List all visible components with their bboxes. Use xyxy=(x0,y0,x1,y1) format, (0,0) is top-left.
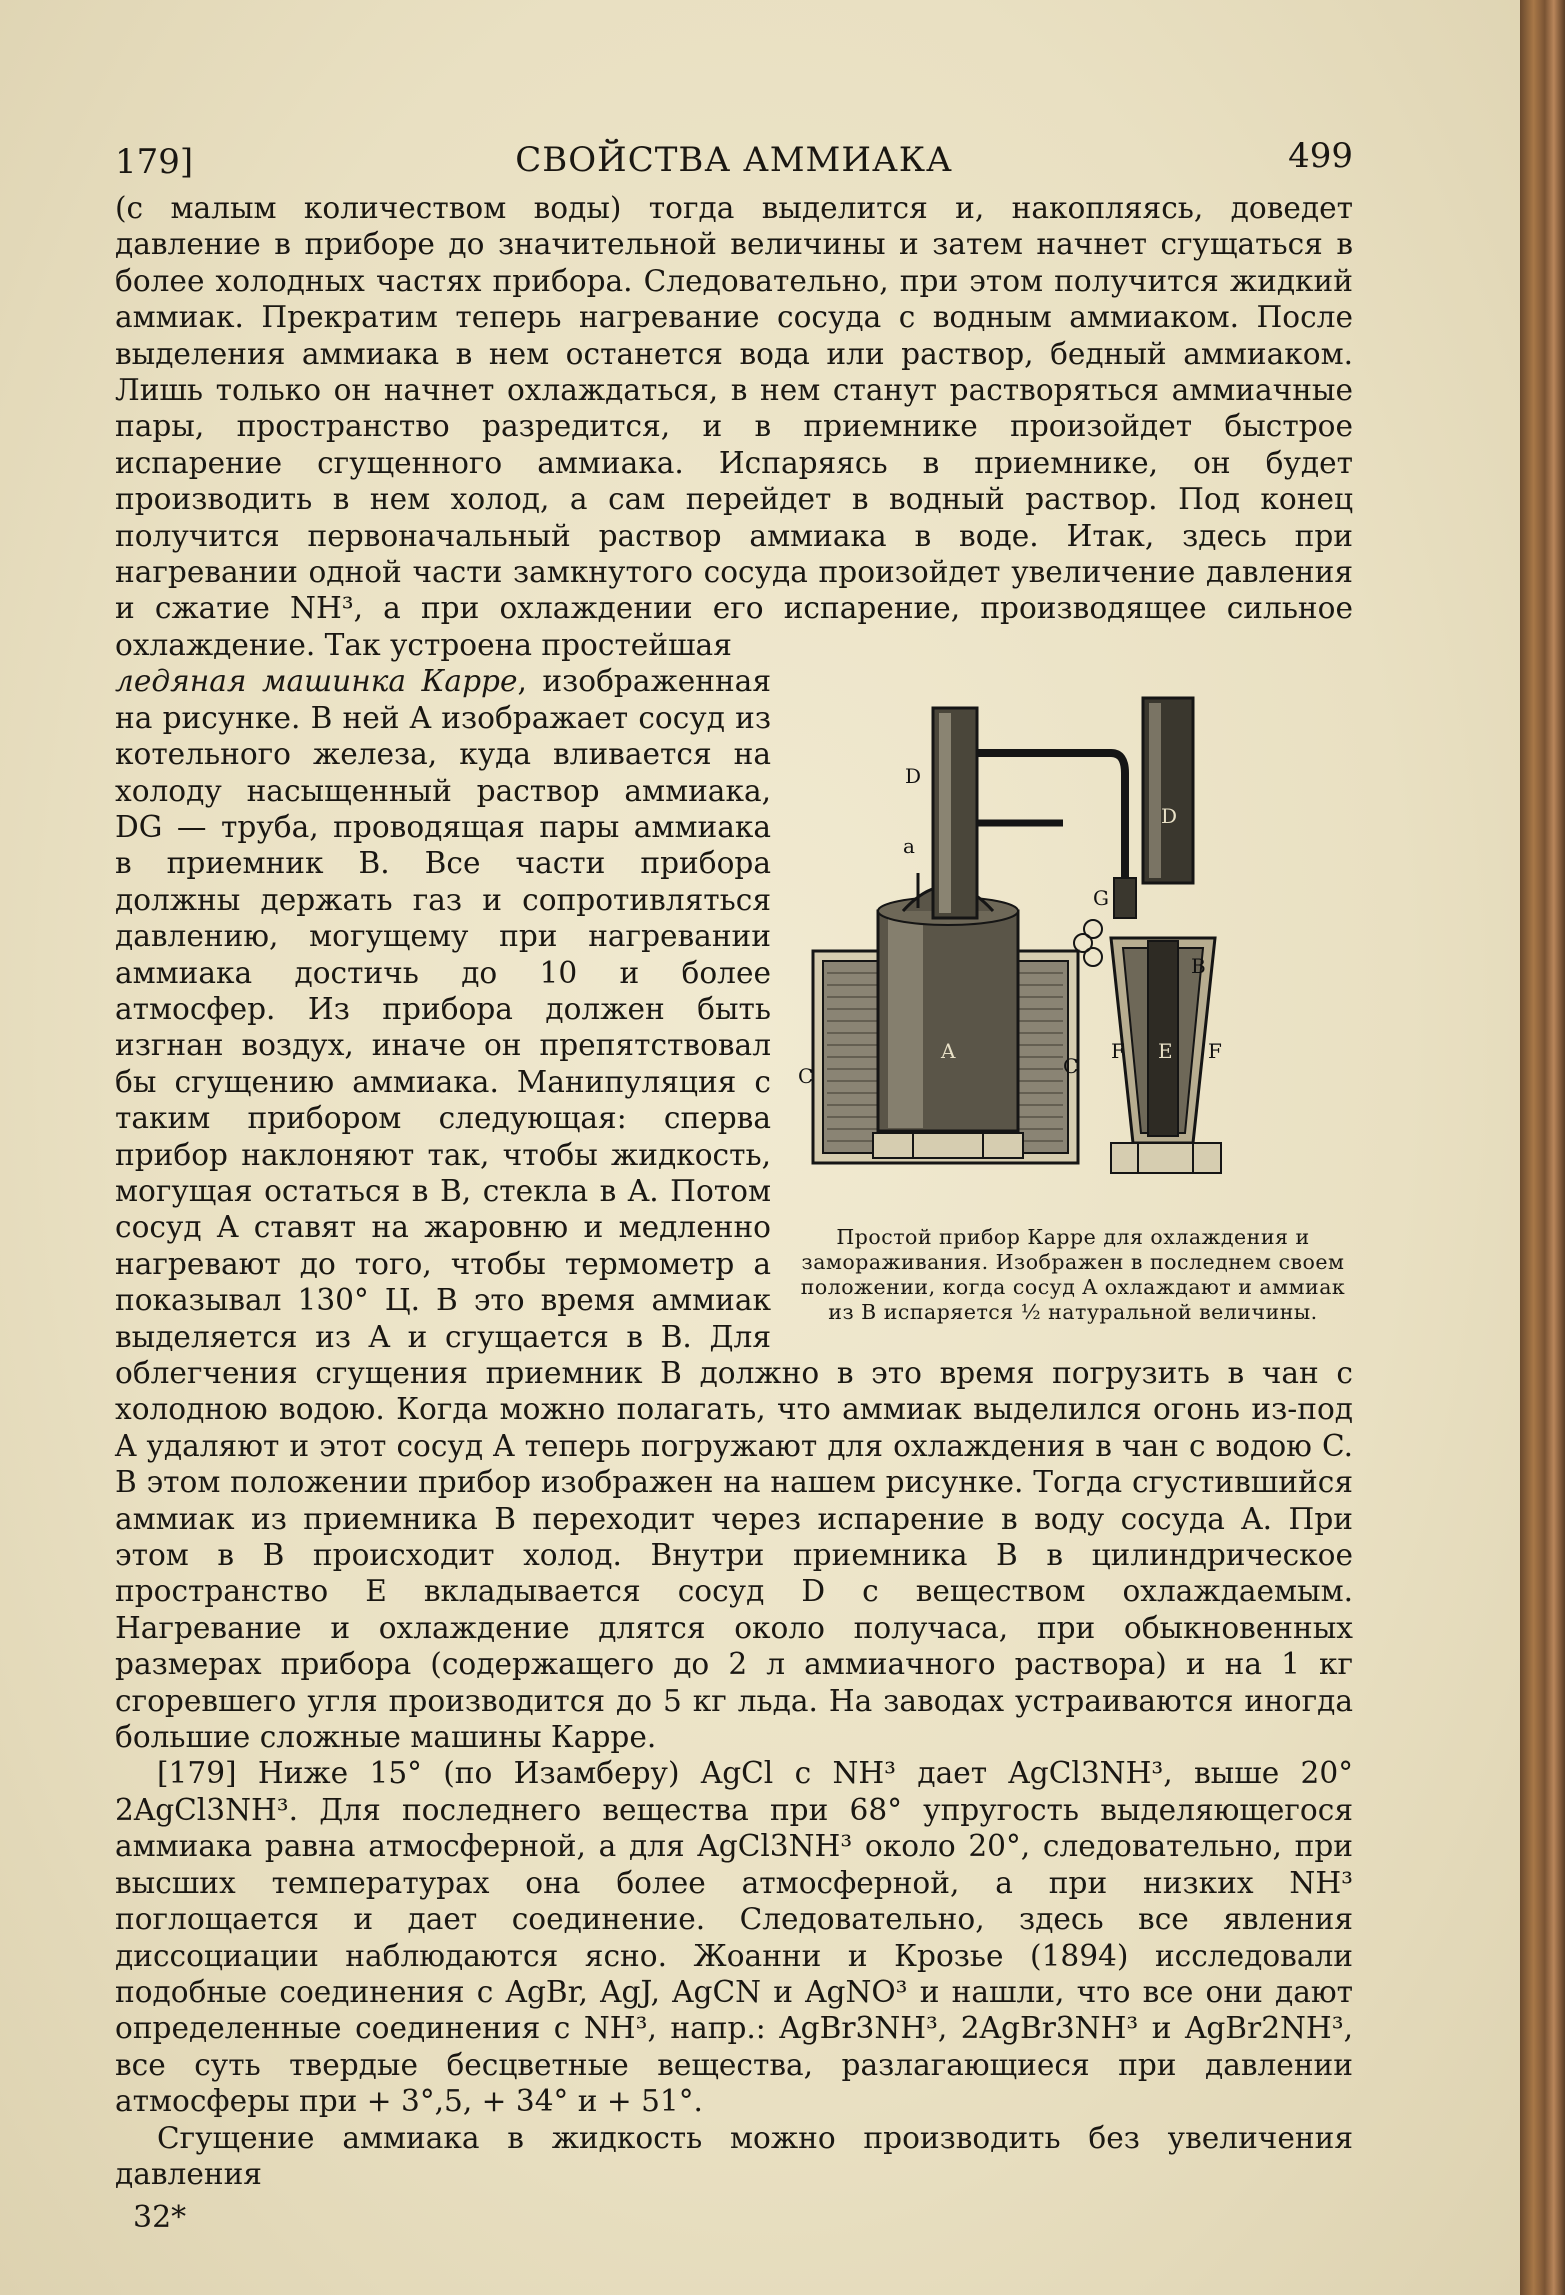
label-D-left: D xyxy=(905,764,922,789)
paragraph-main-part2: , изображенная на рисунке. В ней A изображает сосуд из котельного железа, куда вливается на холоду насыщенный раствор аммиака, DG — труба, проводящая пары аммиака в приемник B. Все части прибора должны держать газ и сопротивляться давлению, могущему при нагревании аммиака достичь до 10 и более атмосфер. Из прибора должен быть изгнан воздух, иначе он препятствовал бы сгущению аммиака. Манипуляция с таким прибором следующая: сперва прибор наклоняют так, чтобы жидкость, могущая остаться в B, стекла в A. Потом сосуд A ставят на жаровню и медленно нагревают до того, чтобы термометр a показывал 130° Ц. В это время аммиак выделяется из A и сгущается в B. Для облегчения сгущения приемник B должно в это время погрузить в чан с холодною водою. Когда можно полагать, что аммиак выделился огонь из-под A удаляют и этот сосуд A теперь погружают для охлаждения в чан с водою C. В этом положении прибор изображен на нашем рисунке. Тогда сгустившийся аммиак из приемника B переходит через испарение в воду сосуда A. При этом в B происходит холод. Внутри приемника B в цилиндрическое пространство E вкладывается сосуд D с веществом охлаждаемым. Нагревание и охлаждение длятся около получаса, при обыкновенных размерах прибора (содержащего до 2 л аммиачного раствора) и на 1 кг сгоревшего угля производится до 5 кг льда. На заводах устраиваются иногда большие сложные машины Карре. xyxy=(115,664,1353,1755)
label-vessel-A: A xyxy=(941,1039,956,1064)
paragraph-last: Сгущение аммиака в жидкость можно производить без увеличения давления xyxy=(115,2120,1353,2191)
figure-caption: Простой прибор Карре для охлаждения и замораживания. Изображен в последнем своем положении, когда сосуд A охлаждают и аммиак из B испаряется ½ натуральной величины. xyxy=(800,1225,1346,1325)
italic-term: ледяная машинка Карре xyxy=(115,664,518,699)
label-space-E: E xyxy=(1158,1039,1173,1064)
label-receiver-B: B xyxy=(1191,954,1206,979)
book-spine xyxy=(1520,0,1565,2295)
paragraph-main xyxy=(115,190,1353,663)
section-number: 179] xyxy=(115,142,194,182)
label-thermometer-a: a xyxy=(903,834,915,859)
label-C-right: C xyxy=(1063,1054,1079,1079)
page-number: 499 xyxy=(1288,136,1353,176)
label-joint-G: G xyxy=(1093,886,1109,911)
paragraph-main-part1: (с малым количеством воды) тогда выделится и, накопляясь, доведет давление в приборе до значительной величины и затем начнет сгущаться в более холодных частях прибора. Следовательно, при этом получится жидкий аммиак. Прекратим теперь нагревание сосуда с водным аммиаком. После выделения аммиака в нем останется вода или раствор, бедный аммиаком. Лишь только он начнет охлаждаться, в нем станут растворяться аммиачные пары, пространство разредится, и в приемнике произойдет быстрое испарение сгущенного аммиака. Испаряясь в приемнике, он будет производить в нем холод, а сам перейдет в водный раствор. Под конец получится первоначальный раствор аммиака в воде. Итак, здесь при нагревании одной части замкнутого сосуда произойдет увеличение давления и сжатие NH³, а при охлаждении его испарение, производящее сильное охлаждение. Так устроена простейшая xyxy=(115,191,1353,662)
label-F-left: F xyxy=(1111,1039,1125,1064)
paragraph-note-179: [179] Ниже 15° (по Изамберу) AgCl с NH³ дает AgCl3NH³, выше 20° 2AgCl3NH³. Для последнего вещества при 68° упругость выделяющегося аммиака равна атмосферной, а для AgCl3NH³ около 20°, следовательно, при высших температурах она более атмосферной, а при низких NH³ поглощается и дает соединение. Следовательно, здесь все явления диссоциации наблюдаются ясно. Жоанни и Крозье (1894) исследовали подобные соединения с AgBr, AgJ, AgCN и AgNO³ и нашли, что все они дают определенные соединения с NH³, напр.: AgBr3NH³, 2AgBr3NH³ и AgBr2NH³, все суть твердые бесцветные вещества, разлагающиеся при давлении атмосферы при + 3°,5, + 34° и + 51°. xyxy=(115,1756,1353,2119)
figure xyxy=(793,673,1353,1325)
label-D-right: D xyxy=(1161,804,1178,829)
body-text xyxy=(115,190,1353,2192)
label-C-left: C xyxy=(798,1064,814,1089)
page-title: СВОЙСТВА АММИАКА xyxy=(515,140,953,180)
carre-apparatus-illustration xyxy=(793,673,1353,1203)
running-header xyxy=(115,120,1353,190)
signature-mark: 32* xyxy=(133,2200,187,2235)
label-F-right: F xyxy=(1208,1039,1222,1064)
text-column xyxy=(115,120,1353,2192)
